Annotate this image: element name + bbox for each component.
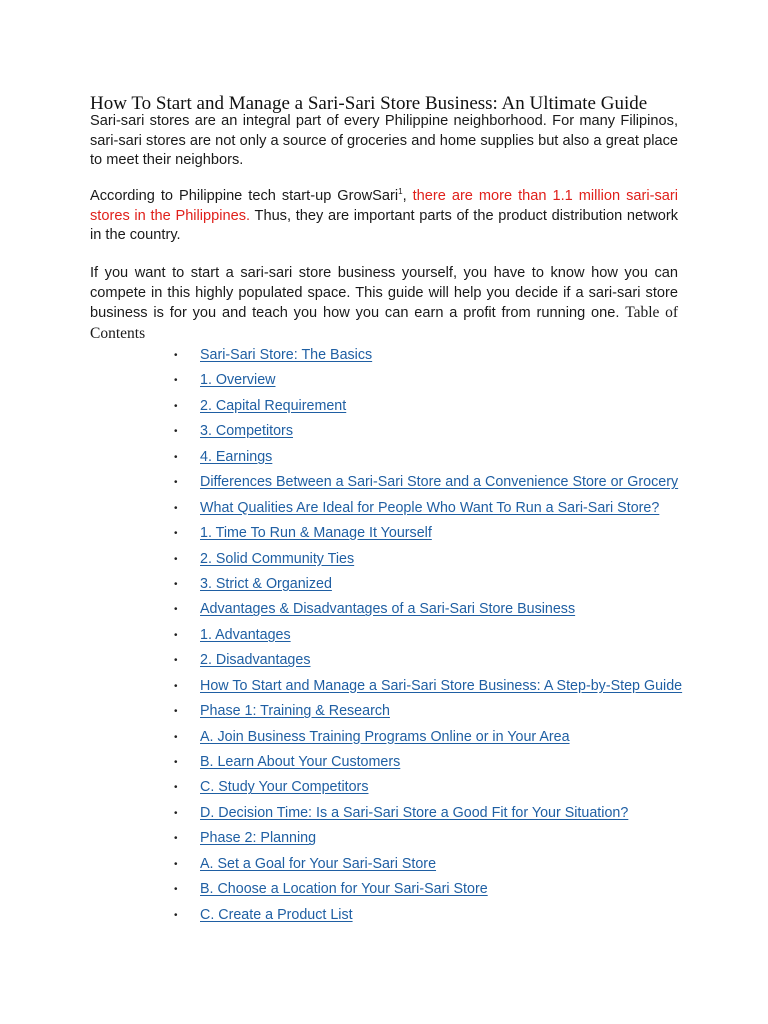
toc-item [0,775,768,800]
toc-bullet: • [174,629,178,641]
toc-item [0,343,768,368]
toc-link[interactable]: C. Study Your Competitors [200,779,369,796]
toc-bullet: • [174,578,178,590]
toc-link[interactable]: Advantages & Disadvantages of a Sari-Sari Store Business [200,601,576,618]
toc-link[interactable]: 2. Capital Requirement [200,397,347,414]
toc-link[interactable]: How To Start and Manage a Sari-Sari Store Business: A Step-by-Step Guide [200,677,683,694]
toc-item [0,572,768,597]
toc-item [0,852,768,877]
toc-item [0,496,768,521]
toc-bullet: • [174,833,178,845]
toc-bullet: • [174,553,178,565]
toc-bullet: • [174,757,178,768]
toc-item [0,521,768,546]
toc-item [0,368,768,393]
toc-link[interactable]: B. Choose a Location for Your Sari-Sari Store [200,881,488,898]
toc-link[interactable]: A. Set a Goal for Your Sari-Sari Store [200,855,437,872]
toc-link[interactable]: Sari-Sari Store: The Basics [200,347,373,363]
toc-link[interactable]: Phase 2: Planning [200,830,317,847]
toc-item [0,725,768,750]
toc-link[interactable]: 1. Overview [200,372,276,389]
toc-bullet: • [174,604,178,616]
toc-item [0,903,768,928]
footnote-mark: 1 [398,187,403,197]
toc-bullet: • [174,528,178,540]
growsari-comma: , [402,188,407,204]
toc-link[interactable]: 3. Competitors [200,423,293,440]
toc-item [0,674,768,699]
toc-item [0,470,768,495]
table-of-contents [0,343,768,928]
toc-bullet: • [174,909,178,921]
store-count-highlight: there are more than 1.1 million sari-sari stores in the Philippines. [90,188,678,224]
toc-bullet: • [174,884,178,896]
growsari-lead-text: According to Philippine tech start-up GrowSari [90,188,399,204]
toc-item [0,547,768,572]
toc-item [0,419,768,444]
guide-paragraph-text: If you want to start a sari-sari store business yourself, you have to know how you can compete in this highly populated space. This guide will help you decide if a sari-sari store business is for you and teach you how you can earn a profit from running one. [90,265,678,321]
toc-bullet: • [174,350,178,361]
toc-link[interactable]: 1. Time To Run & Manage It Yourself [200,525,432,542]
toc-bullet: • [174,375,178,387]
toc-item [0,648,768,673]
toc-link[interactable]: 2. Disadvantages [200,652,311,669]
toc-bullet: • [174,782,178,794]
toc-bullet: • [174,680,178,692]
toc-bullet: • [174,858,178,870]
toc-item [0,801,768,826]
toc-link[interactable]: 1. Advantages [200,626,291,643]
toc-link[interactable]: A. Join Business Training Programs Online or in Your Area [200,728,570,745]
toc-link[interactable]: C. Create a Product List [200,906,353,923]
toc-item [0,699,768,724]
toc-link[interactable]: B. Learn About Your Customers [200,754,401,770]
toc-link[interactable]: 2. Solid Community Ties [200,550,355,567]
toc-bullet: • [174,807,178,819]
toc-link[interactable]: 3. Strict & Organized [200,575,332,592]
toc-bullet: • [174,400,178,412]
growsari-paragraph [90,187,678,246]
toc-item [0,445,768,470]
toc-bullet: • [174,706,178,718]
toc-bullet: • [174,477,178,489]
toc-link[interactable]: Differences Between a Sari-Sari Store and a Convenience Store or Grocery [200,474,679,491]
document-title: How To Start and Manage a Sari-Sari Store Business: An Ultimate Guide [90,93,648,114]
toc-link[interactable]: Phase 1: Training & Research [200,703,390,720]
toc-bullet: • [174,426,178,438]
toc-item [0,394,768,419]
toc-bullet: • [174,502,178,514]
growsari-tail-text: Thus, they are important parts of the product distribution network in the country. [90,207,679,243]
toc-link[interactable]: What Qualities Are Ideal for People Who Want To Run a Sari-Sari Store? [200,499,660,516]
toc-link[interactable]: 4. Earnings [200,448,273,465]
toc-bullet: • [174,731,178,743]
toc-item [0,750,768,775]
toc-item [0,826,768,851]
toc-bullet: • [174,655,178,667]
intro-paragraph: Sari-sari stores are an integral part of every Philippine neighborhood. For many Filipinos, sari-sari stores are not only a source of groceries and home supplies but also a great place to meet their neighbors. [90,113,678,168]
toc-bullet: • [174,451,178,463]
toc-item [0,597,768,622]
toc-heading: Table of Contents [90,304,678,342]
toc-link[interactable]: D. Decision Time: Is a Sari-Sari Store a Good Fit for Your Situation? [200,804,629,821]
toc-item [0,877,768,902]
guide-paragraph [90,264,678,344]
toc-item [0,623,768,648]
